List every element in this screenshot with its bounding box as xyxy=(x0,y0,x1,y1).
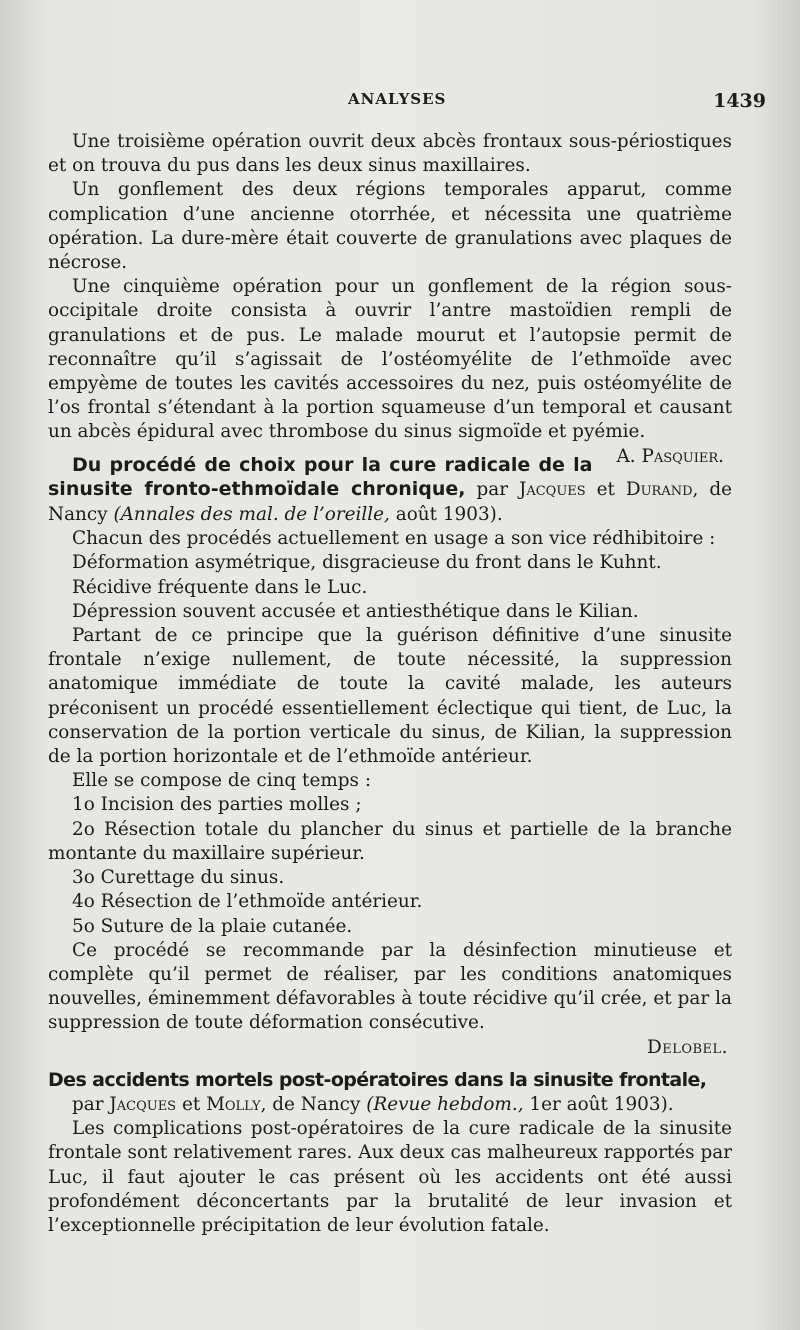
article-heading xyxy=(48,1068,732,1093)
article-title: Du procédé de choix pour la cure radicale de la sinusite fronto-ethmoïdale chronique, xyxy=(48,453,593,500)
author: Jacques xyxy=(109,1093,177,1115)
list-item: 3o Curettage du sinus. xyxy=(72,867,285,889)
paragraph: Récidive fréquente dans le Luc. xyxy=(72,576,368,598)
list-item: 1o Incision des parties molles ; xyxy=(72,794,362,816)
paragraph: Un gonflement des deux régions temporales apparut, comme complication d’une ancienne otorrhée, et nécessita une quatrième opération. La dure-mère était couverte de granulations avec plaques de nécrose. xyxy=(48,179,732,274)
place: , de Nancy xyxy=(48,478,732,526)
article-title: Des accidents mortels post-opératoires dans la sinusite frontale, xyxy=(48,1068,707,1091)
running-head-title: ANALYSES xyxy=(348,90,447,108)
list-item: 2o Résection totale du plancher du sinus et partielle de la branche montante du maxillaire supérieur. xyxy=(48,818,732,864)
paragraph: Les complications post-opératoires de la cure radicale de la sinusite frontale sont relativement rares. Aux deux cas malheureux rapportés par Luc, il faut ajouter le cas présent où les accidents ont été aussi profondément déconcertants par la brutalité de leur invasion et l’exceptionnelle précipitation de leur évolution fatale. xyxy=(48,1118,732,1236)
source: (Revue hebdom., xyxy=(366,1093,524,1115)
paragraph-text: Une cinquième opération pour un gonflement de la région sous-occipitale droite consista à ouvrir l’antre mastoïdien rempli de granulations et de pus. Le malade mourut et l’autopsie permit de reconnaître qu’il s’agissait de l’ostéomyélite de l’ethmoïde avec empyème de toutes les cavités accessoires du nez, puis ostéomyélite de l’os frontal s’étendant à la portion squameuse d’un temporal et causant un abcès épidural avec thrombose du sinus sigmoïde et pyémie. xyxy=(48,276,732,443)
article-byline xyxy=(48,1093,732,1117)
paragraph: Elle se compose de cinq temps : xyxy=(72,770,372,792)
paragraph: Partant de ce principe que la guérison définitive d’une sinusite frontale n’exige nullement, de toute nécessité, la suppression anatomique immédiate de toute la cavité malade, les auteurs préconisent un procédé essentiellement éclectique qui tient, de Luc, la conservation de la portion verticale du sinus, de Kilian, la suppression de la portion horizontale et de l’ethmoïde antérieur. xyxy=(48,625,732,768)
paragraph: Une troisième opération ouvrit deux abcès frontaux sous-périostiques et on trouva du pus dans les deux sinus maxillaires. xyxy=(48,131,732,177)
source: (Annales des mal. de l’oreille, xyxy=(113,504,390,526)
date: août 1903). xyxy=(389,504,503,526)
signature: Delobel. xyxy=(646,1036,728,1058)
author: Molly xyxy=(206,1093,261,1115)
list-item: 5o Suture de la plaie cutanée. xyxy=(72,915,353,937)
paragraph: Chacun des procédés actuellement en usage a son vice rédhibitoire : xyxy=(72,528,716,550)
paragraph: Déformation asymétrique, disgracieuse du front dans le Kuhnt. xyxy=(72,552,662,574)
paragraph: Dépression souvent accusée et antiesthétique dans le Kilian. xyxy=(72,600,639,622)
title-by: par xyxy=(465,478,519,500)
author: Durand xyxy=(625,478,693,500)
signature: A. Pasquier. xyxy=(616,445,724,467)
author: Jacques xyxy=(518,478,586,500)
date: 1er août 1903). xyxy=(523,1093,674,1115)
paragraph xyxy=(48,275,732,467)
title-and: et xyxy=(585,478,626,500)
page-body xyxy=(48,130,732,1238)
title-by: par xyxy=(72,1093,110,1115)
list-item: 4o Résection de l’ethmoïde antérieur. xyxy=(72,891,423,913)
place: , de Nancy xyxy=(260,1093,367,1115)
paragraph: Ce procédé se recommande par la désinfection minutieuse et complète qu’il permet de réaliser, par les conditions anatomiques nouvelles, éminemment défavorables à toute récidive qu’il crée, et par la suppression de toute déformation consécutive. xyxy=(48,939,732,1034)
running-head xyxy=(48,90,766,114)
page-number: 1439 xyxy=(713,90,766,112)
title-and: et xyxy=(176,1093,207,1115)
